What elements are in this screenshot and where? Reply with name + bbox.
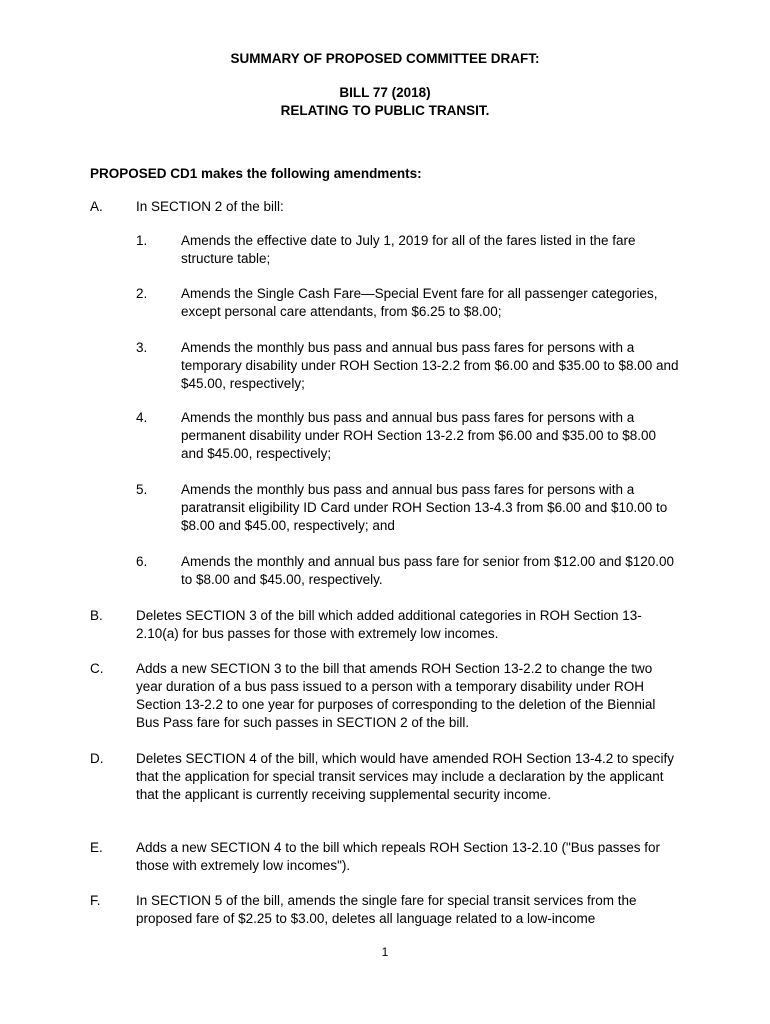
section-text-d: Deletes SECTION 4 of the bill, which would have amended ROH Section 13-4.2 to specify that the application for special transit services may include a declaration by the applicant that the applicant is currently receiving supplemental security income. <box>136 751 675 802</box>
list-item-number: 1. <box>136 233 148 248</box>
section-letter-d: D. <box>90 751 104 766</box>
list-item-number: 3. <box>136 340 148 355</box>
intro-heading: PROPOSED CD1 makes the following amendments: <box>90 166 422 181</box>
section-letter-a: A. <box>90 199 103 214</box>
section-letter-b: B. <box>90 608 103 623</box>
list-item-number: 4. <box>136 410 148 425</box>
page-number: 1 <box>381 945 389 959</box>
section-text-a: In SECTION 2 of the bill: <box>136 199 284 214</box>
section-text-e: Adds a new SECTION 4 to the bill which repeals ROH Section 13-2.10 ("Bus passes for those with extremely low incomes"). <box>136 840 661 873</box>
section-text-c: Adds a new SECTION 3 to the bill that amends ROH Section 13-2.2 to change the two year duration of a bus pass issued to a person with a temporary disability under ROH Section 13-2.2 to one year for purposes of corresponding to the deletion of the Biennial Bus Pass fare for such passes in SECTION 2 of the bill. <box>136 661 656 730</box>
list-item-text: Amends the monthly bus pass and annual bus pass fares for persons with a temporary disability under ROH Section 13-2.2 from $6.00 and $35.00 to $8.00 and $45.00, respectively; <box>181 340 679 391</box>
list-item-text: Amends the monthly bus pass and annual bus pass fares for persons with a permanent disability under ROH Section 13-2.2 from $6.00 and $35.00 to $8.00 and $45.00, respectively; <box>181 410 657 461</box>
bill-number: BILL 77 (2018) <box>339 85 431 100</box>
section-letter-c: C. <box>90 661 104 676</box>
section-letter-e: E. <box>90 840 103 855</box>
list-item-text: Amends the effective date to July 1, 2019 for all of the fares listed in the fare structure table; <box>181 233 636 266</box>
list-item-text: Amends the monthly bus pass and annual bus pass fares for persons with a paratransit eligibility ID Card under ROH Section 13-4.3 from $6.00 and $10.00 to $8.00 and $45.00, respectively; and <box>181 482 668 533</box>
section-text-f: In SECTION 5 of the bill, amends the single fare for special transit services from the proposed fare of $2.25 to $3.00, deletes all language related to a low-income <box>136 893 637 926</box>
section-text-b: Deletes SECTION 3 of the bill which added additional categories in ROH Section 13-2.10(a) for bus passes for those with extremely low incomes. <box>136 608 642 641</box>
list-item-text: Amends the monthly and annual bus pass fare for senior from $12.00 and $120.00 to $8.00 and $45.00, respectively. <box>181 554 675 587</box>
list-item-number: 2. <box>136 286 148 301</box>
list-item-number: 6. <box>136 554 148 569</box>
list-item-number: 5. <box>136 482 148 497</box>
section-letter-f: F. <box>90 893 101 908</box>
document-title: SUMMARY OF PROPOSED COMMITTEE DRAFT: <box>230 51 540 66</box>
list-item-text: Amends the Single Cash Fare—Special Event fare for all passenger categories, except personal care attendants, from $6.25 to $8.00; <box>181 286 658 319</box>
bill-subject: RELATING TO PUBLIC TRANSIT. <box>280 103 490 118</box>
